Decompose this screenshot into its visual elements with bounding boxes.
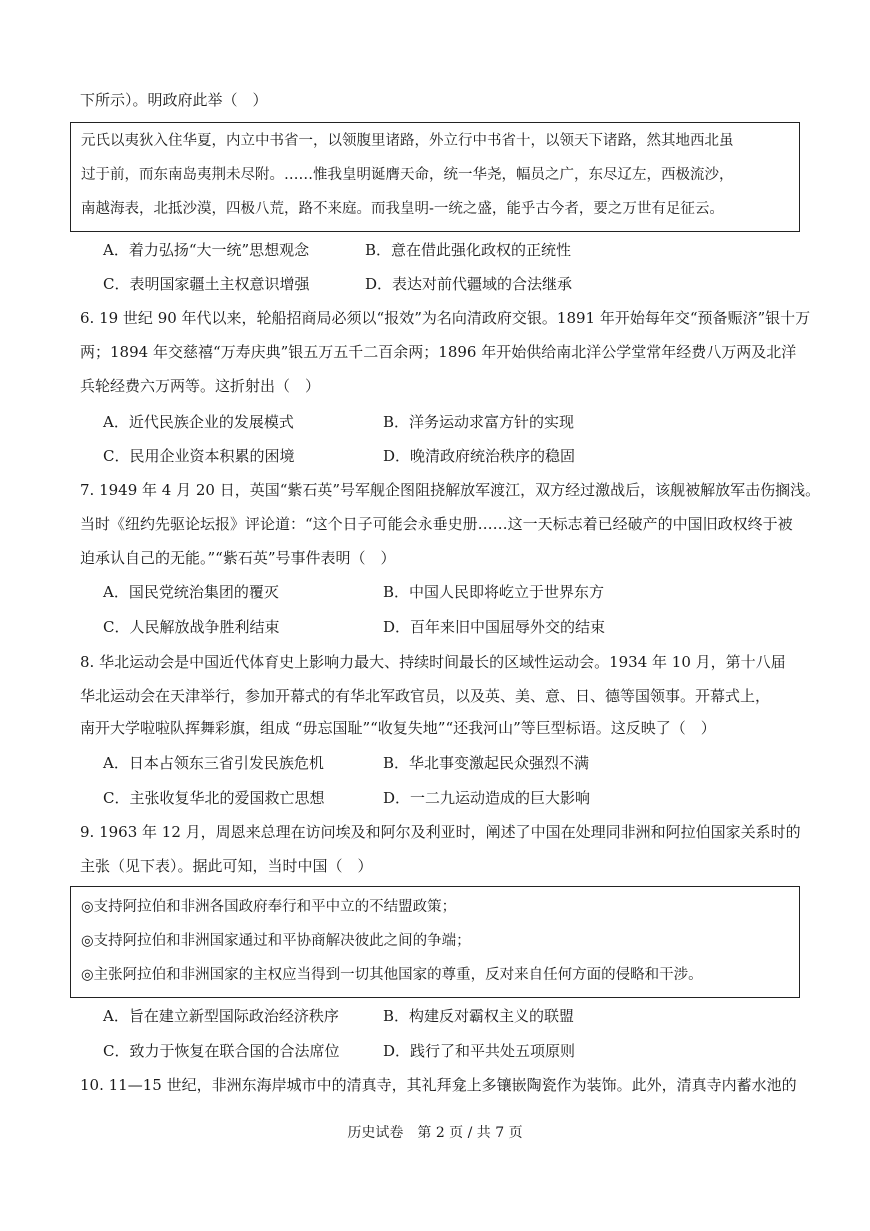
quote-line: 过于前，而东南岛夷荆未尽附。……惟我皇明诞膺天命，统一华尧，幅员之广，东尽辽左，西极流沙， — [81, 167, 734, 183]
q7-option-a[interactable]: A．国民党统治集团的覆灭 — [103, 583, 279, 601]
q9-stem-line: 主张（见下表）。据此可知，当时中国（ ） — [80, 857, 373, 875]
q6-option-b[interactable]: B．洋务运动求富方针的实现 — [383, 413, 575, 431]
q5-option-d[interactable]: D．表达对前代疆域的合法继承 — [365, 275, 573, 293]
quote-line: 元氏以夷狄入住华夏，内立中书省一，以领腹里诸路，外立行中书省十，以领天下诸路，然其地西北虽 — [81, 133, 734, 149]
q6-stem-line: 6. 19 世纪 90 年代以来，轮船招商局必须以“报效”为名向清政府交银。1891 年开始每年交“预备赈济”银十万 — [80, 309, 811, 327]
q5-stem-tail: 下所示）。明政府此举（ ） — [80, 91, 268, 109]
q6-option-c[interactable]: C．民用企业资本积累的困境 — [103, 447, 295, 465]
q7-stem-line: 迫承认自己的无能。”“紫石英”号事件表明（ ） — [80, 549, 396, 567]
q9-table-box — [70, 886, 800, 998]
quote-line: 南越海表，北抵沙漠，四极八荒，路不来庭。而我皇明-一统之盛，能乎古今者，要之万世有足征云。 — [81, 201, 724, 217]
q7-option-d[interactable]: D．百年来旧中国屈辱外交的结束 — [383, 618, 606, 636]
q7-option-b[interactable]: B．中国人民即将屹立于世界东方 — [383, 583, 605, 601]
q8-option-c[interactable]: C．主张收复华北的爱国救亡思想 — [103, 789, 325, 807]
q9-box-line: ◎支持阿拉伯和非洲国家通过和平协商解决彼此之间的争端； — [81, 933, 471, 949]
q7-stem-line: 当时《纽约先驱论坛报》评论道：“这个日子可能会永垂史册……这一天标志着已经破产的中国旧政权终于被 — [80, 515, 793, 533]
q8-stem-line: 华北运动会在天津举行，参加开幕式的有华北军政官员，以及英、美、意、日、德等国领事。开幕式上， — [80, 687, 771, 705]
q10-stem-line: 10. 11—15 世纪，非洲东海岸城市中的清真寺，其礼拜龛上多镶嵌陶瓷作为装饰。此外，清真寺内蓄水池的 — [80, 1076, 797, 1094]
q9-option-c[interactable]: C．致力于恢复在联合国的合法席位 — [103, 1042, 340, 1060]
q9-stem-line: 9. 1963 年 12 月，周恩来总理在访问埃及和阿尔及利亚时，阐述了中国在处理同非洲和阿拉伯国家关系时的 — [80, 823, 801, 841]
q9-option-b[interactable]: B．构建反对霸权主义的联盟 — [383, 1007, 575, 1025]
q8-option-a[interactable]: A．日本占领东三省引发民族危机 — [103, 754, 324, 772]
q6-stem-line: 两；1894 年交慈禧“万寿庆典”银五万五千二百余两；1896 年开始供给南北洋公学堂常年经费八万两及北洋 — [80, 343, 797, 361]
q9-option-a[interactable]: A．旨在建立新型国际政治经济秩序 — [103, 1007, 339, 1025]
q8-option-d[interactable]: D．一二九运动造成的巨大影响 — [383, 789, 591, 807]
quote-box — [70, 122, 800, 232]
q9-box-line: ◎主张阿拉伯和非洲国家的主权应当得到一切其他国家的尊重，反对来自任何方面的侵略和干涉。 — [81, 967, 703, 983]
q7-option-c[interactable]: C．人民解放战争胜利结束 — [103, 618, 280, 636]
q8-stem-line: 8. 华北运动会是中国近代体育史上影响力最大、持续时间最长的区域性运动会。1934 年 10 月，第十八届 — [80, 653, 786, 671]
q5-option-a[interactable]: A．着力弘扬“大一统”思想观念 — [103, 241, 310, 259]
q9-option-d[interactable]: D．践行了和平共处五项原则 — [383, 1042, 576, 1060]
q5-option-b[interactable]: B．意在借此强化政权的正统性 — [365, 241, 572, 259]
q6-option-a[interactable]: A．近代民族企业的发展模式 — [103, 413, 294, 431]
q5-option-c[interactable]: C．表明国家疆土主权意识增强 — [103, 275, 310, 293]
q8-stem-line: 南开大学啦啦队挥舞彩旗，组成 “毋忘国耻”“收复失地”“还我河山”等巨型标语。这反映了（ ） — [80, 719, 716, 737]
q8-option-b[interactable]: B．华北事变激起民众强烈不满 — [383, 754, 590, 772]
q6-stem-line: 兵轮经费六万两等。这折射出（ ） — [80, 377, 321, 395]
q6-option-d[interactable]: D．晚清政府统治秩序的稳固 — [383, 447, 576, 465]
q7-stem-line: 7. 1949 年 4 月 20 日，英国“紫石英”号军舰企图阻挠解放军渡江，双方经过激战后，该舰被解放军击伤搁浅。 — [80, 481, 821, 499]
page-footer: 历史试卷 第 2 页 / 共 7 页 — [347, 1125, 523, 1141]
q9-box-line: ◎支持阿拉伯和非洲各国政府奉行和平中立的不结盟政策； — [81, 899, 457, 915]
